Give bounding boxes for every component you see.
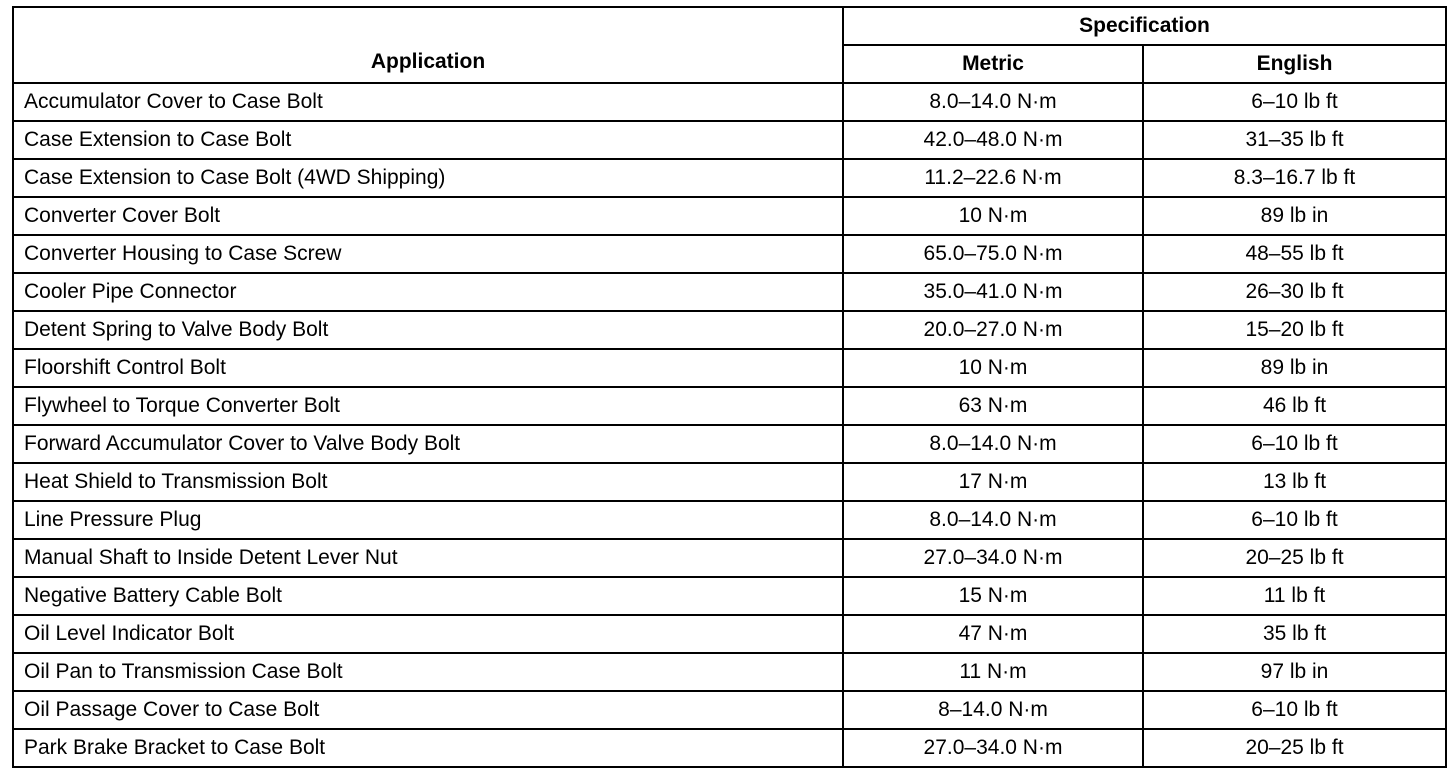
table-row <box>13 729 1446 767</box>
application-cell: Line Pressure Plug <box>13 501 843 539</box>
fastener-spec-table <box>12 6 1447 768</box>
application-cell: Oil Passage Cover to Case Bolt <box>13 691 843 729</box>
metric-cell: 8.0–14.0 N·m <box>843 83 1143 121</box>
metric-cell: 47 N·m <box>843 615 1143 653</box>
metric-cell: 27.0–34.0 N·m <box>843 539 1143 577</box>
english-cell: 6–10 lb ft <box>1143 501 1446 539</box>
table-row <box>13 197 1446 235</box>
english-cell: 11 lb ft <box>1143 577 1446 615</box>
table-row <box>13 159 1446 197</box>
table-row <box>13 691 1446 729</box>
table-row <box>13 615 1446 653</box>
application-cell: Negative Battery Cable Bolt <box>13 577 843 615</box>
english-cell: 6–10 lb ft <box>1143 425 1446 463</box>
metric-cell: 35.0–41.0 N·m <box>843 273 1143 311</box>
english-cell: 20–25 lb ft <box>1143 539 1446 577</box>
metric-cell: 11.2–22.6 N·m <box>843 159 1143 197</box>
metric-cell: 8.0–14.0 N·m <box>843 425 1143 463</box>
metric-cell: 8.0–14.0 N·m <box>843 501 1143 539</box>
application-cell: Forward Accumulator Cover to Valve Body Bolt <box>13 425 843 463</box>
table-row <box>13 387 1446 425</box>
metric-header: Metric <box>843 45 1143 83</box>
application-cell: Detent Spring to Valve Body Bolt <box>13 311 843 349</box>
table-row <box>13 83 1446 121</box>
english-cell: 48–55 lb ft <box>1143 235 1446 273</box>
metric-cell: 11 N·m <box>843 653 1143 691</box>
english-cell: 31–35 lb ft <box>1143 121 1446 159</box>
english-cell: 46 lb ft <box>1143 387 1446 425</box>
table-row <box>13 425 1446 463</box>
application-cell: Cooler Pipe Connector <box>13 273 843 311</box>
english-header: English <box>1143 45 1446 83</box>
application-cell: Accumulator Cover to Case Bolt <box>13 83 843 121</box>
english-cell: 20–25 lb ft <box>1143 729 1446 767</box>
table-row <box>13 273 1446 311</box>
application-cell: Case Extension to Case Bolt <box>13 121 843 159</box>
application-cell: Flywheel to Torque Converter Bolt <box>13 387 843 425</box>
table-row <box>13 463 1446 501</box>
application-cell: Oil Level Indicator Bolt <box>13 615 843 653</box>
application-cell: Case Extension to Case Bolt (4WD Shipping) <box>13 159 843 197</box>
application-header: Application <box>13 7 843 83</box>
metric-cell: 17 N·m <box>843 463 1143 501</box>
table-row <box>13 653 1446 691</box>
metric-cell: 10 N·m <box>843 197 1143 235</box>
table-row <box>13 501 1446 539</box>
metric-cell: 15 N·m <box>843 577 1143 615</box>
application-cell: Heat Shield to Transmission Bolt <box>13 463 843 501</box>
english-cell: 13 lb ft <box>1143 463 1446 501</box>
english-cell: 15–20 lb ft <box>1143 311 1446 349</box>
metric-cell: 20.0–27.0 N·m <box>843 311 1143 349</box>
application-cell: Manual Shaft to Inside Detent Lever Nut <box>13 539 843 577</box>
metric-cell: 8–14.0 N·m <box>843 691 1143 729</box>
table-row <box>13 121 1446 159</box>
table-body <box>13 83 1446 767</box>
table-header <box>13 7 1446 83</box>
application-cell: Floorshift Control Bolt <box>13 349 843 387</box>
metric-cell: 63 N·m <box>843 387 1143 425</box>
english-cell: 35 lb ft <box>1143 615 1446 653</box>
english-cell: 6–10 lb ft <box>1143 83 1446 121</box>
table-row <box>13 311 1446 349</box>
english-cell: 8.3–16.7 lb ft <box>1143 159 1446 197</box>
english-cell: 26–30 lb ft <box>1143 273 1446 311</box>
table-row <box>13 577 1446 615</box>
application-cell: Converter Housing to Case Screw <box>13 235 843 273</box>
english-cell: 89 lb in <box>1143 349 1446 387</box>
specification-header: Specification <box>843 7 1446 45</box>
metric-cell: 27.0–34.0 N·m <box>843 729 1143 767</box>
english-cell: 6–10 lb ft <box>1143 691 1446 729</box>
table-row <box>13 539 1446 577</box>
application-cell: Oil Pan to Transmission Case Bolt <box>13 653 843 691</box>
metric-cell: 10 N·m <box>843 349 1143 387</box>
header-row-top <box>13 7 1446 45</box>
table-row <box>13 349 1446 387</box>
table-row <box>13 235 1446 273</box>
application-cell: Converter Cover Bolt <box>13 197 843 235</box>
english-cell: 97 lb in <box>1143 653 1446 691</box>
metric-cell: 65.0–75.0 N·m <box>843 235 1143 273</box>
application-cell: Park Brake Bracket to Case Bolt <box>13 729 843 767</box>
metric-cell: 42.0–48.0 N·m <box>843 121 1143 159</box>
english-cell: 89 lb in <box>1143 197 1446 235</box>
